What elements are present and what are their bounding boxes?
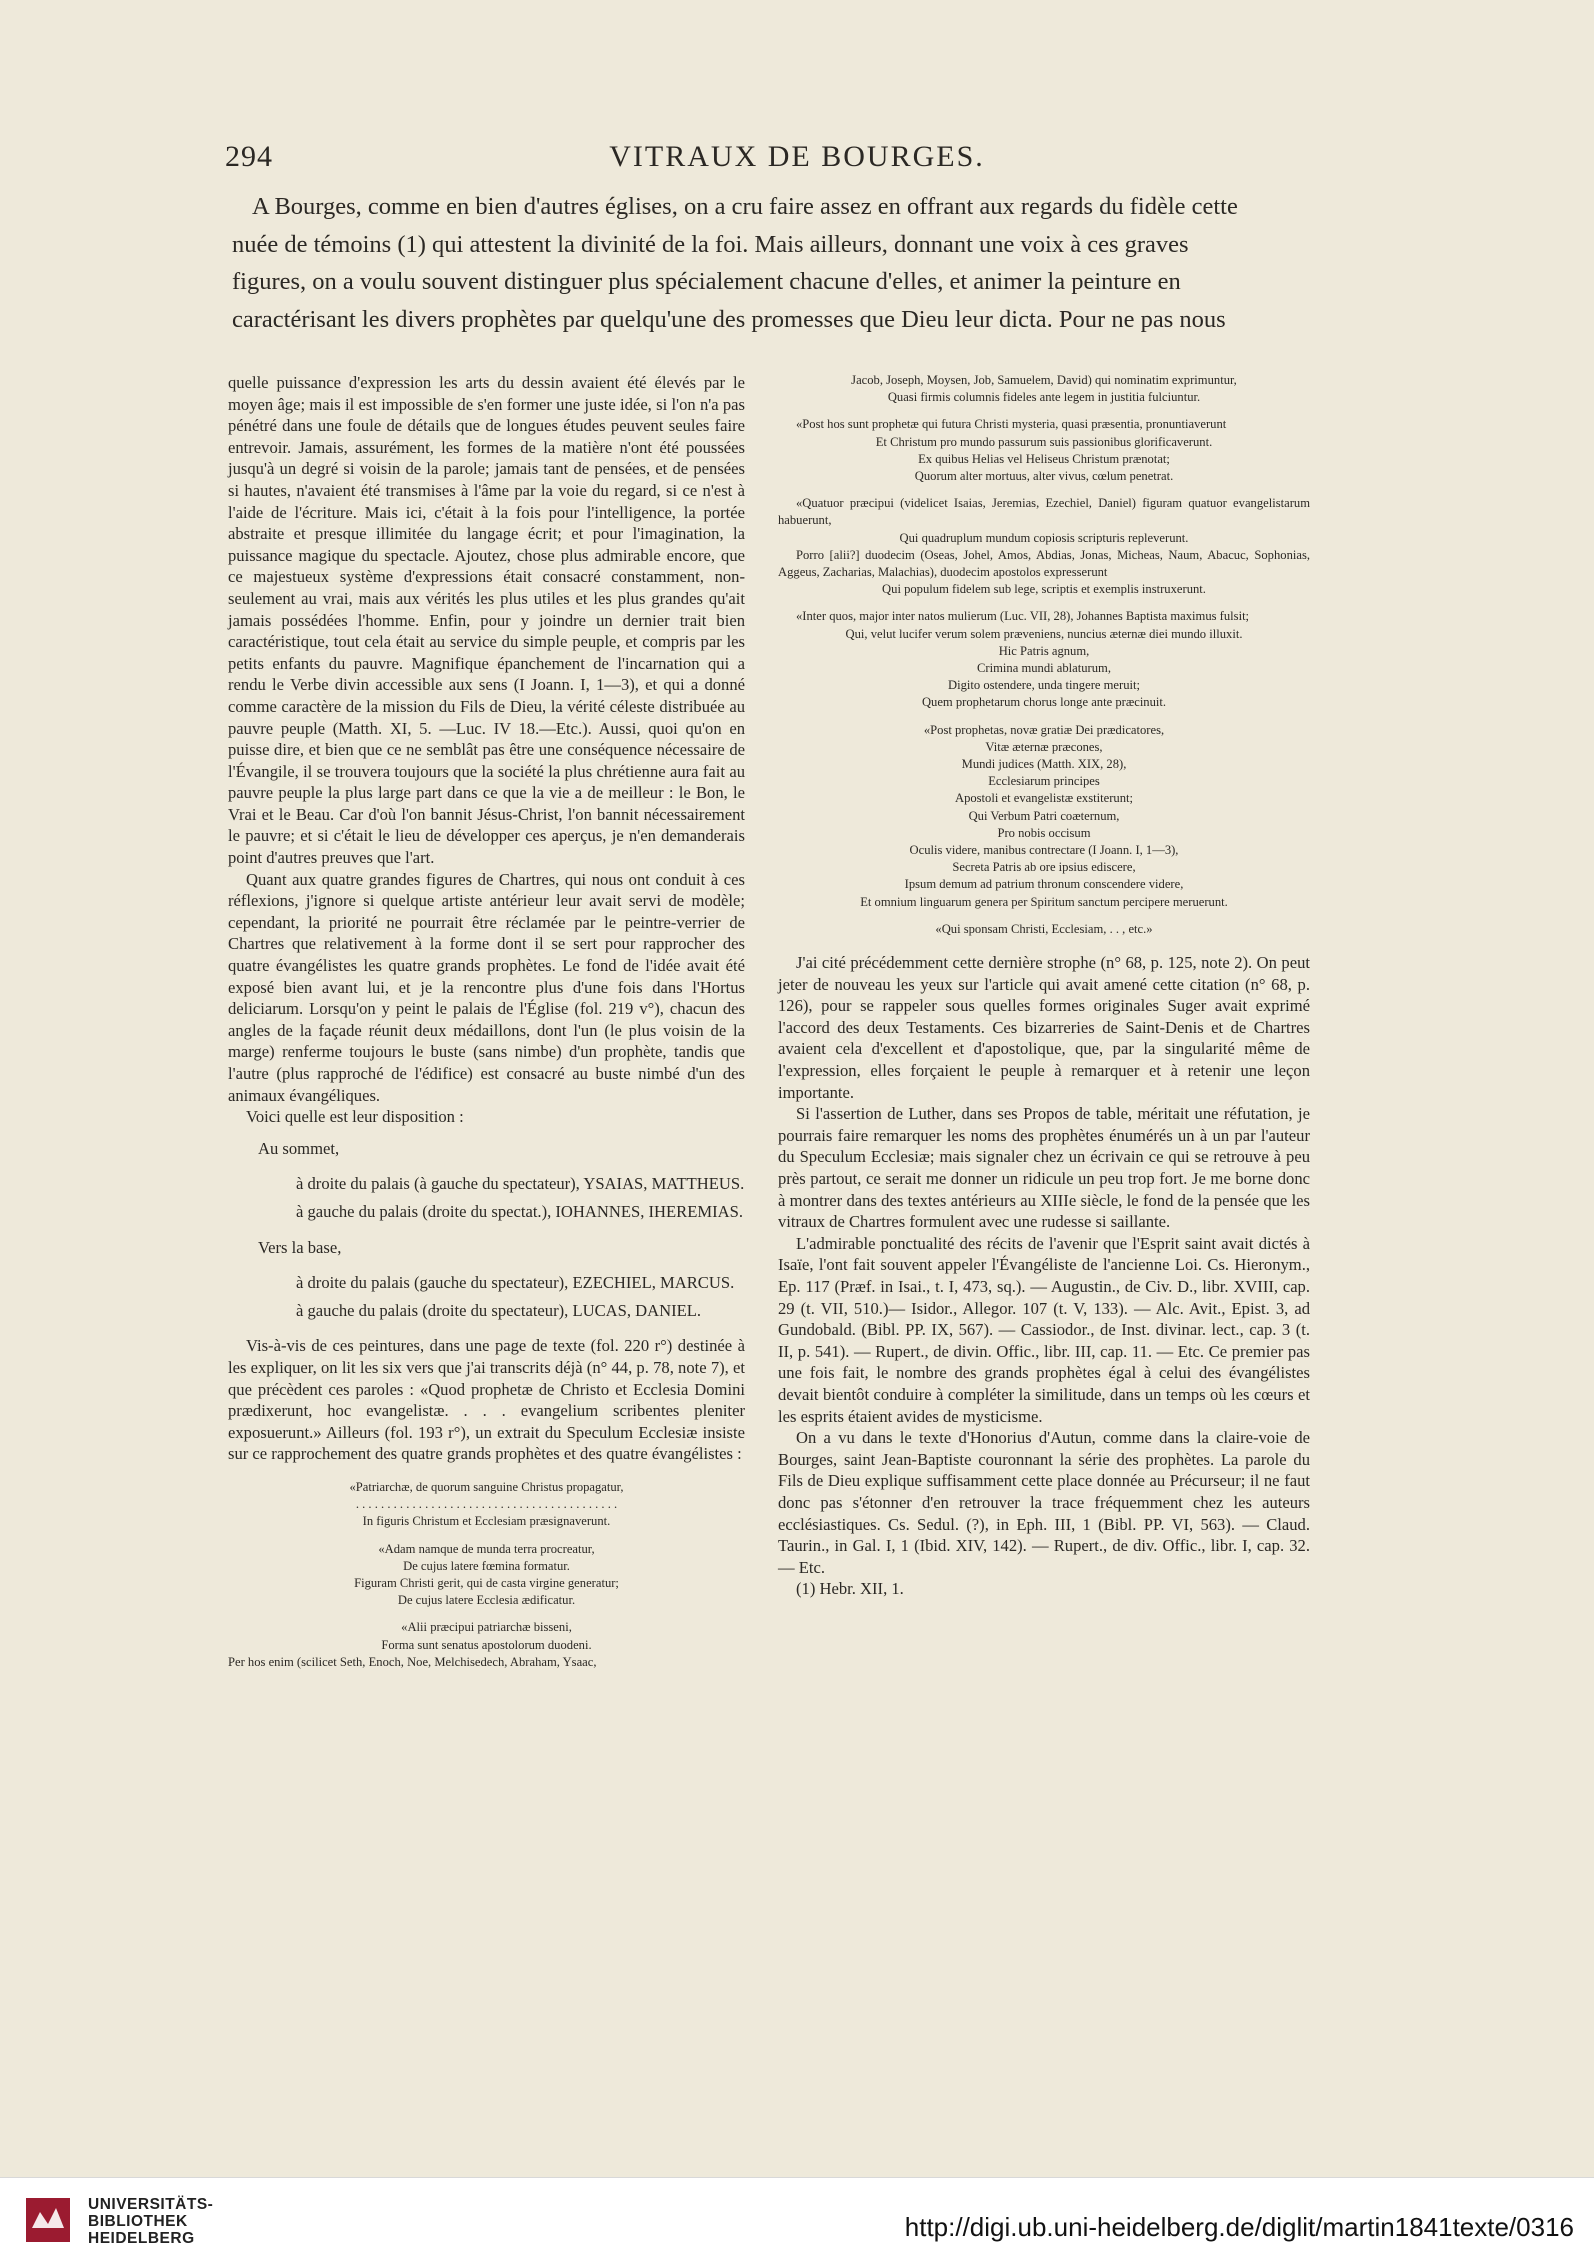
page-number: 294 bbox=[225, 140, 273, 173]
disposition-line-3: à droite du palais (gauche du spectateur), EZECHIEL, MARCUS. bbox=[296, 1273, 735, 1293]
left-paragraph-2: Quant aux quatre grandes figures de Chartres, qui nous ont conduit à ces réflexions, j'ignore si quelque artiste antérieur leur avait servi de modèle; cependant, la priorité ne pourrait être réclamée par le peintre-verrier de Chartres que relativement à la forme dont il se sert pour rapprocher des quatre évangélistes les quatre grands prophètes. Le fond de l'idée avait été exposé bien avant lui, et je la rencontre plus d'une fois dans l'Hortus deliciarum. Lorsqu'on y peint le palais de l'Église (fol. 219 v°), chacun des angles de la façade réunit deux médaillons, dont l'un (le plus voisin de la marge) renferme toujours le buste (sans nimbe) d'un prophète, tandis que l'autre (plus rapproché de l'édifice) est consacré au buste nimbé d'un des animaux évangéliques. bbox=[228, 869, 745, 1105]
quote-post-hos: «Post hos sunt prophetæ qui futura Christi mysteria, quasi præsentia, pronuntiaverunt bbox=[796, 417, 1227, 432]
quote-qui-populum: Qui populum fidelem sub lege, scriptis et exemplis instruxerunt. bbox=[882, 582, 1206, 597]
disposition-line-1: à droite du palais (à gauche du spectateur), YSAIAS, MATTHEUS. bbox=[296, 1174, 745, 1194]
left-column bbox=[228, 372, 745, 1671]
quote-post-prophetas: «Post prophetas, novæ gratiæ Dei prædicatores, Vitæ æternæ præcones, Mundi judices (Matth. XIX, 28), Ecclesiarum principes Apostoli et evangelistæ exstiterunt; Qui Verbum Patri coæternum, Pro nobis occisum Oculis videre, manibus contrectare (I Joann. I, 1—3), Secreta Patris ab ore ipsius ediscere, Ipsum demum ad patrium thronum conscendere videre, bbox=[904, 722, 1184, 892]
quote-quatuor: «Quatuor præcipui (videlicet Isaias, Jeremias, Ezechiel, Daniel) figuram quatuor evangelistarum habuerunt, bbox=[778, 496, 1310, 528]
running-title: VITRAUX DE BOURGES. bbox=[609, 140, 985, 173]
right-column bbox=[778, 372, 1310, 1600]
quote-et-christum: Et Christum pro mundo passurum suis passionibus glorificaverunt. Ex quibus Helias vel Heliseus Christum prænotat; Quorum alter mortuus, alter vivus, cœlum penetrat. bbox=[875, 434, 1213, 484]
disposition-label-top: Au sommet, bbox=[258, 1138, 340, 1158]
disposition-list bbox=[228, 1138, 745, 1322]
source-url-link[interactable]: http://digi.ub.uni-heidelberg.de/diglit/martin1841texte/0316 bbox=[904, 2212, 1574, 2242]
quote-alii: «Alii præcipui patriarchæ bisseni, Forma sunt senatus apostolorum duodeni. bbox=[381, 1620, 592, 1652]
left-paragraph-1: quelle puissance d'expression les arts du dessin avaient été élevés par le moyen âge; mais il est impossible de s'en former une juste idée, si l'on n'a pas pénétré dans une foule de détails que de longues études peuvent seules faire entrevoir. Jamais, assurément, les formes de la matière n'ont été poussées jusqu'à un degré si voisin de la parole; jamais tant de pensées, et de pensées si hautes, n'avaient été transmises à l'âme par la voie du regard, si ce n'est à l'aide de l'écriture. Mais ici, c'était à la fois pour l'intelligence, la portée abstraite et presque illimitée du langage écrit; et pour l'imagination, la puissance magique du spectacle. Ajoutez, chose plus admirable encore, que ce majestueux système d'expressions était consacré constamment, non-seulement au vrai, mais aux vérités les plus utiles et les plus grandes qu'ait jamais possédées l'homme. Enfin, pour y joindre un dernier trait bien caractéristique, tout cela était au service du simple peuple, et compris par les petits enfants du pauvre. Magnifique épanchement de l'incarnation qui a rendu le Verbe divin accessible aux sens (I Joann. I, 1—3), et qui a donné comme caractère de la mission du Fils de Dieu, la vérité céleste distribuée au pauvre peuple (Matth. XI, 5. —Luc. IV 18.—Etc.). Aussi, quoi qu'on en puisse dire, et bien que ce ne semblât pas être une conséquence nécessaire de l'Évangile, il se trouvera toujours que la société la plus chrétienne aura fait au pauvre peuple la plus large part dans ce que la vie a de meilleur : le Bon, le Vrai et le Beau. Car d'où l'on bannit Jésus-Christ, l'on bannit nécessairement le pauvre; et si c'était le lieu de développer ces aperçus, je n'en demanderais point d'autres preuves que l'art. bbox=[228, 373, 745, 868]
quote-jacob: Jacob, Joseph, Moysen, Job, Samuelem, David) qui nominatim exprimuntur, Quasi firmis columnis fideles ante legem in justitia fulciuntur. bbox=[851, 373, 1237, 405]
disposition-line-2: à gauche du palais (droite du spectat.), IOHANNES, IHEREMIAS. bbox=[296, 1201, 744, 1221]
right-paragraph-4: On a vu dans le texte d'Honorius d'Autun, comme dans la claire-voie de Bourges, saint Jean-Baptiste couronnant la série des prophètes. La parole du Fils de Dieu explique suffisamment cette place donnée au Précurseur; il ne faut donc pas s'étonner d'en retrouver la trace fréquemment chez les auteurs ecclésiastiques. Cs. Sedul. (?), in Eph. III, 1 (Bibl. PP. VI, 563). — Claud. Taurin., in Gal. I, 1 (Ibid. XIV, 142). — Rupert., de div. Offic., libr. I, cap. 32. — Etc. bbox=[778, 1428, 1310, 1577]
quote-porro: Porro [alii?] duodecim (Oseas, Johel, Amos, Abdias, Jonas, Micheas, Naum, Abacuc, Sophonias, Aggeus, Zacharias, Malachias), duodecim apostolos expresserunt bbox=[778, 547, 1310, 580]
quote-hic-patris: Hic Patris agnum, Crimina mundi ablaturum, Digito ostendere, unda tingere meruit; Quem prophetarum chorus longe ante præcinuit. bbox=[921, 643, 1167, 710]
footnote: (1) Hebr. XII, 1. bbox=[796, 1579, 904, 1599]
library-logo-icon bbox=[26, 2198, 70, 2242]
disposition-label-base: Vers la base, bbox=[258, 1237, 342, 1257]
disposition-line-4: à gauche du palais (droite du spectateur), LUCAS, DANIEL. bbox=[296, 1300, 702, 1320]
left-paragraph-3: Voici quelle est leur disposition : bbox=[246, 1107, 464, 1127]
quote-qui-quadruplum: Qui quadruplum mundum copiosis scripturis repleverunt. bbox=[899, 530, 1189, 545]
right-paragraph-2: Si l'assertion de Luther, dans ses Propos de table, méritait une réfutation, je pourrais faire remarquer les noms des prophètes énumérés un à un par l'auteur du Speculum Ecclesiæ; mais signaler chez un écrivain ce qui se retrouve à peu près partout, ce serait me donner un ridicule un peu trop fort. Je me borne donc à montrer dans des textes antérieurs au XIIIe siècle, le fond de la pensée que les vitraux de Chartres formulent avec une rudesse si saillante. bbox=[778, 1104, 1310, 1232]
quote-in-figuris: In figuris Christum et Ecclesiam præsignaverunt. bbox=[362, 1514, 611, 1529]
right-paragraph-3: L'admirable ponctualité des récits de l'avenir que l'Esprit saint avait dictés à Isaïe, l'ont fait souvent appeler l'Évangéliste de l'ancienne Loi. Cs. Hieronym., Ep. 117 (Præf. in Isai., t. I, 473, sq.). — Augustin., de Civ. D., libr. XVIII, cap. 29 (t. VII, 510.)— Isidor., Allegor. 107 (t. V, 133). — Alc. Avit., Epist. 3, ad Gundobald. (Bibl. PP. IX, 567). — Cassiodor., de Inst. divinar. lect., cap. 3 (t. II, p. 541). — Rupert., de divin. Offic., libr. III, cap. 11. — Etc. Ce premier pas une fois fait, le nombre des grands prophètes égal à celui des évangélistes devait bientôt conduire à compléter la similitude, dans un temps où les cœurs et les esprits étaient avides de mysticisme. bbox=[778, 1233, 1310, 1426]
left-paragraph-4: Vis-à-vis de ces peintures, dans une page de texte (fol. 220 r°) destinée à les expliquer, on lit les six vers que j'ai transcrits déjà (n° 44, p. 78, note 7), et que précèdent ces paroles : «Quod prophetæ de Christo et Ecclesia Domini prædixerunt, hoc evangelistæ. . . . evangelium scribentes pleniter exposuerunt.» Ailleurs (fol. 193 r°), un extrait du Speculum Ecclesiæ insiste sur ce rapprochement des quatre grands prophètes et des quatre évangélistes : bbox=[228, 1336, 745, 1464]
quote-adam: «Adam namque de munda terra procreatur, De cujus latere fœmina formatur. Figuram Christi gerit, qui de casta virgine generatur; De cujus latere Ecclesia ædificatur. bbox=[354, 1541, 619, 1608]
quote-lucifer: Qui, velut lucifer verum solem præveniens, nuncius æternæ diei mundo illuxit. bbox=[845, 626, 1243, 641]
quote-inter-quos: «Inter quos, major inter natos mulierum (Luc. VII, 28), Johannes Baptista maximus fulsit; bbox=[796, 609, 1250, 624]
quote-per-hos: Per hos enim (scilicet Seth, Enoch, Noe, Melchisedech, Abraham, Ysaac, bbox=[228, 1654, 597, 1669]
right-paragraph-1: J'ai cité précédemment cette dernière strophe (n° 68, p. 125, note 2). On peut jeter de nouveau les yeux sur l'article qui avait amené cette citation (n° 68, p. 126), pour se rappeler sous quelles formes originales Suger avait exprimé l'accord des deux Testaments. Ces bizarreries de Saint-Denis et de Chartres avaient cela d'excellent et d'apostolique, que, par la singularité même de l'expression, elles forçaient le peuple à remarquer et à retenir une leçon importante. bbox=[778, 953, 1310, 1102]
quote-sponsam: «Qui sponsam Christi, Ecclesiam, . . , etc.» bbox=[935, 921, 1153, 936]
quote-dots: . . . . . . . . . . . . . . . . . . . . . . . . . . . . . . . . . . . . . . . . . . bbox=[355, 1497, 618, 1512]
top-paragraph: A Bourges, comme en bien d'autres églises, on a cru faire assez en offrant aux regards du fidèle cette nuée de témoins (1) qui attestent la divinité de la foi. Mais ailleurs, donnant une voix à ces graves figures, on a voulu souvent distinguer plus spécialement chacune d'elles, et animer la peinture en caractérisant les divers prophètes par quelqu'une des promesses que Dieu leur dicta. Pour ne pas nous bbox=[232, 193, 1238, 333]
quote-patriarchae: «Patriarchæ, de quorum sanguine Christus propagatur, bbox=[349, 1479, 624, 1494]
quote-omnium-linguarum: Et omnium linguarum genera per Spiritum sanctum percipere meruerunt. bbox=[860, 894, 1228, 909]
library-name: UNIVERSITÄTS- BIBLIOTHEK HEIDELBERG bbox=[88, 2196, 214, 2247]
